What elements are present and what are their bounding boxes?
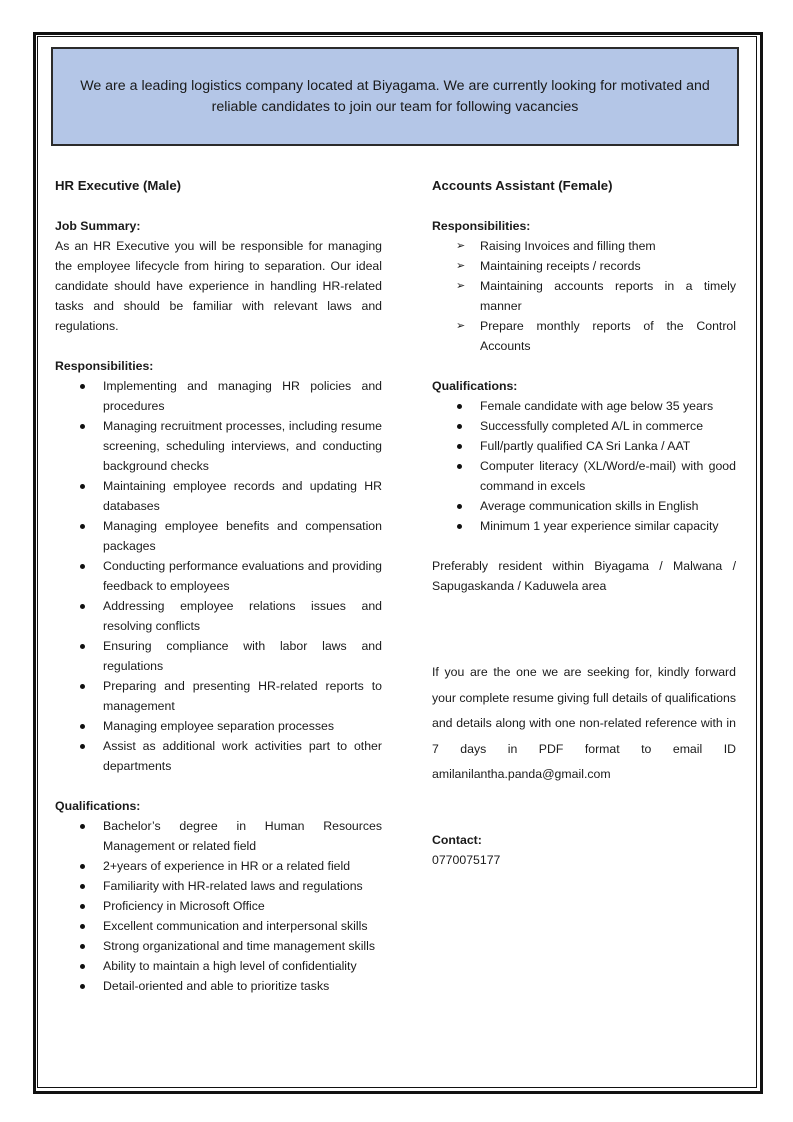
list-item: Computer literacy (XL/Word/e-mail) with good command in excels [432,456,736,496]
list-item [432,236,736,256]
hr-responsibilities-list [55,376,382,776]
list-item-text: Prepare monthly reports of the Control Accounts [480,319,736,353]
accounts-qualifications-list [432,396,736,536]
list-item [432,316,736,356]
list-item: Successfully completed A/L in commerce [432,416,736,436]
list-item: Ensuring compliance with labor laws and regulations [55,636,382,676]
list-item: Female candidate with age below 35 years [432,396,736,416]
arrow-bullet-icon: ➢ [456,280,466,292]
list-item: Assist as additional work activities part to other departments [55,736,382,776]
contact-section [432,830,736,870]
contact-phone: 0770075177 [432,853,501,867]
arrow-bullet-icon: ➢ [456,320,466,332]
list-item: Conducting performance evaluations and providing feedback to employees [55,556,382,596]
list-item: Implementing and managing HR policies and procedures [55,376,382,416]
list-item: Preparing and presenting HR-related reports to management [55,676,382,716]
list-item [432,256,736,276]
hr-executive-column [55,176,382,996]
list-item: Managing employee benefits and compensation packages [55,516,382,556]
spacer [55,196,382,216]
list-item: Managing employee separation processes [55,716,382,736]
apply-instructions: If you are the one we are seeking for, kindly forward your complete resume giving full details of qualifications and details along with one non-related reference with in 7 days in PDF format to email ID amilanilantha.panda@gmail.com [432,665,736,781]
list-item: Average communication skills in English [432,496,736,516]
list-item-text: Maintaining receipts / records [480,259,641,273]
apply-section [432,660,736,788]
list-item: Proficiency in Microsoft Office [55,896,382,916]
hr-responsibilities-heading: Responsibilities: [55,359,154,373]
accounts-title: Accounts Assistant (Female) [432,178,613,193]
hr-summary: As an HR Executive you will be responsible for managing the employee lifecycle from hiring to separation. Our ideal candidate should have experience in handling HR-related tasks and should be familiar with relevant laws and regulations. [55,239,382,333]
list-item: Minimum 1 year experience similar capacity [432,516,736,536]
list-item: Strong organizational and time management skills [55,936,382,956]
contact-heading: Contact: [432,833,482,847]
spacer [432,356,736,376]
arrow-bullet-icon: ➢ [456,260,466,272]
list-item: Familiarity with HR-related laws and regulations [55,876,382,896]
list-item: Maintaining employee records and updating HR databases [55,476,382,516]
spacer [55,776,382,796]
hr-summary-heading: Job Summary: [55,219,141,233]
list-item: Detail-oriented and able to prioritize tasks [55,976,382,996]
list-item [432,276,736,316]
accounts-responsibilities-heading: Responsibilities: [432,219,531,233]
hr-qualifications-list [55,816,382,996]
intro-banner [51,47,739,146]
hr-title: HR Executive (Male) [55,178,182,193]
residence-note: Preferably resident within Biyagama / Malwana / Sapugaskanda / Kaduwela area [432,559,736,593]
list-item: Full/partly qualified CA Sri Lanka / AAT [432,436,736,456]
list-item: Excellent communication and interpersonal skills [55,916,382,936]
accounts-qualifications-heading: Qualifications: [432,379,518,393]
spacer [55,336,382,356]
list-item: Bachelor’s degree in Human Resources Management or related field [55,816,382,856]
list-item: Managing recruitment processes, including resume screening, scheduling interviews, and conducting background checks [55,416,382,476]
spacer [432,536,736,556]
list-item: Addressing employee relations issues and resolving conflicts [55,596,382,636]
spacer [432,196,736,216]
accounts-responsibilities-list [432,236,736,356]
list-item-text: Raising Invoices and filling them [480,239,656,253]
accounts-assistant-column [432,176,736,596]
arrow-bullet-icon: ➢ [456,240,466,252]
list-item-text: Maintaining accounts reports in a timely manner [480,279,736,313]
list-item: Ability to maintain a high level of confidentiality [55,956,382,976]
list-item: 2+years of experience in HR or a related field [55,856,382,876]
hr-qualifications-heading: Qualifications: [55,799,141,813]
intro-text: We are a leading logistics company located at Biyagama. We are currently looking for motivated and reliable candidates to join our team for following vacancies [80,77,710,115]
